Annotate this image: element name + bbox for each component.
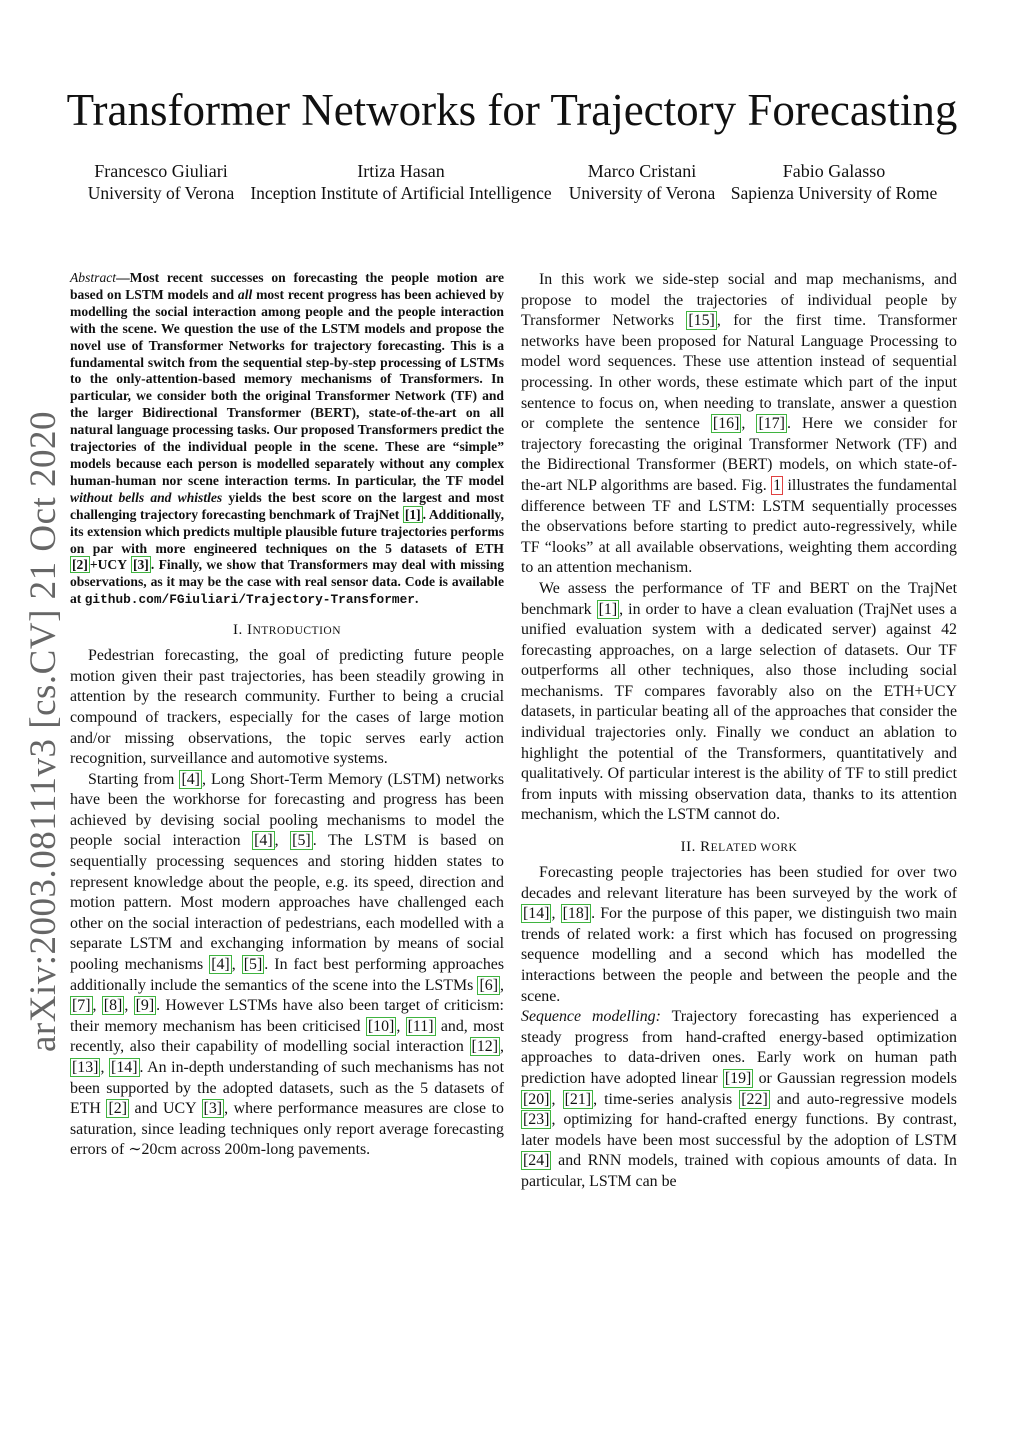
citation-link[interactable]: [20]	[523, 1090, 550, 1108]
author-4	[726, 160, 942, 204]
author-3	[560, 160, 724, 204]
section-numeral: II.	[680, 839, 701, 856]
citation-link[interactable]: [23]	[523, 1111, 550, 1129]
abstract-text: +UCY	[89, 557, 131, 573]
paper-title: Transformer Networks for Trajectory Forecasting	[66, 85, 958, 135]
abstract-text: most recent progress has been achieved by modelling the social interaction among people and the people interaction with the scene. We question the use of the LSTM models and propose the novel use of Transformer Networks for trajectory forecasting. This is a fundamental switch from the sequential step-by-step processing of LSTMs to the only-attention-based memory mechanisms of Transformers. In particular, we consider both the original Transformer Network (TF) and the larger Bidirectional Transformer (BERT), state-of-the-art on all natural language processing tasks. Our proposed Transformers predict the trajectories of the individual people in the scene. These are “simple” models because each person is modelled separately without any complex human-human nor scene interaction terms. In particular, the TF model	[70, 286, 504, 488]
citation-link[interactable]: [16]	[712, 415, 740, 433]
abstract-emphasis: all	[237, 286, 253, 302]
citation-link[interactable]: [4]	[181, 770, 200, 788]
citation-link[interactable]: [4]	[211, 956, 230, 974]
citation-link[interactable]: [21]	[564, 1090, 592, 1108]
author-affiliation: Sapienza University of Rome	[730, 183, 938, 203]
section-title-rest: ELATED WORK	[710, 842, 798, 855]
right-column	[521, 270, 957, 1193]
author-2	[246, 160, 556, 204]
abstract	[70, 270, 504, 609]
paragraph: Sequence modelling: Trajectory forecasting has experienced a steady progress from hand-crafted energy-based optimization approaches to data-driven ones. Early work on human path prediction have adopted linear [19] or Gaussian regression models [20] , [21] , time-series analysis [22] and auto-regressive models [23] , optimizing for hand-crafted energy functions. By contrast, later models have been most successful by the adoption of LSTM [24] and RNN models, trained with copious amounts of data. In particular, LSTM can be	[521, 1008, 957, 1190]
citation-link[interactable]: [3]	[203, 1100, 223, 1118]
citation-link[interactable]: [11]	[407, 1017, 434, 1035]
citation-link[interactable]: [1]	[404, 506, 421, 522]
citation-link[interactable]: [14]	[523, 905, 550, 923]
citation-link[interactable]: [14]	[111, 1059, 138, 1076]
arxiv-stamp: arXiv:2003.08111v3 [cs.CV] 21 Oct 2020	[23, 410, 64, 1052]
abstract-emphasis: without bells and whistles	[70, 489, 223, 505]
abstract-text: . Additionally, its extension which predicts multiple plausible future trajectories performs on par with more engineered techniques on the 5 datasets of ETH	[70, 506, 504, 556]
section-numeral: I.	[232, 622, 247, 639]
section-title-initial: R	[700, 839, 711, 856]
section-heading-related-work	[521, 838, 957, 857]
citation-link[interactable]: [2]	[108, 1100, 127, 1118]
author-affiliation: University of Verona	[87, 183, 235, 203]
author-affiliation: University of Verona	[568, 183, 716, 203]
author-affiliation: Inception Institute of Artificial Intelligence	[250, 183, 552, 203]
abstract-text: . Finally, we show that Transformers may deal with missing observations, as it may be the case with real sensor data. Code is available at	[70, 557, 504, 607]
citation-link[interactable]: [19]	[724, 1069, 752, 1087]
section-title-rest: NTRODUCTION	[252, 625, 342, 638]
citation-link[interactable]: [15]	[688, 312, 715, 330]
author-1	[72, 160, 250, 204]
citation-link[interactable]: [3]	[132, 557, 149, 573]
section-heading-introduction	[70, 621, 504, 640]
code-url[interactable]: github.com/FGiuliari/Trajectory-Transformer	[84, 592, 415, 608]
citation-link[interactable]: [6]	[479, 976, 499, 994]
citation-link[interactable]: [9]	[135, 997, 155, 1015]
citation-link[interactable]: [13]	[72, 1059, 99, 1076]
author-name: Fabio Galasso	[782, 161, 886, 181]
citation-link[interactable]: [4]	[254, 832, 273, 850]
author-name: Marco Cristani	[587, 161, 697, 181]
paragraph: In this work we side-step social and map mechanisms, and propose to model the trajectories of individual people by Transformer Networks [15] , for the first time. Transformer networks have been proposed for Natural Language Processing to model word sequences. These use attention instead of sequential processing. In other words, these estimate which part of the input sentence to focus on, when needing to translate, answer a question or complete the sentence [16] , [17] . Here we consider for trajectory forecasting the original Transformer Network (TF) and the Bidirectional Transformer (BERT) models, on which state-of-the-art NLP algorithms are based. Fig. 1 illustrates the fundamental difference between TF and LSTM: LSTM sequentially processes the observations before starting to predict auto-regressively, while TF “looks” at all available observations, weighting them according to an attention mechanism.	[521, 271, 957, 577]
citation-link[interactable]: [12]	[471, 1038, 499, 1056]
citation-link[interactable]: [10]	[367, 1017, 395, 1035]
left-column	[70, 270, 504, 1161]
citation-link[interactable]: [8]	[103, 997, 123, 1015]
author-name: Francesco Giuliari	[94, 161, 228, 181]
citation-link[interactable]: [7]	[72, 997, 91, 1015]
abstract-text: .	[414, 591, 419, 607]
abstract-text: yields the best score on the largest and most challenging trajectory forecasting benchmark of TrajNet	[70, 489, 504, 522]
abstract-text: —Most recent successes on forecasting the people motion are based on LSTM models and	[70, 270, 504, 302]
citation-link[interactable]: [1]	[598, 600, 618, 618]
author-name: Irtiza Hasan	[357, 161, 445, 181]
citation-link[interactable]: [5]	[243, 956, 263, 974]
citation-link[interactable]: [24]	[523, 1152, 550, 1170]
figure-link[interactable]: 1	[773, 476, 782, 494]
paragraph: Starting from [4] , Long Short-Term Memory (LSTM) networks have been the workhorse for forecasting and progress has been achieved by devising social pooling mechanisms to model the people social interaction [4] , [5] . The LSTM is based on sequentially processing sequences and storing hidden states to represent knowledge about the people, e.g. its speed, direction and motion pattern. Most modern approaches have challenged each other on the social interaction of pedestrians, each modelled with a separate LSTM and exchanging information by means of social pooling mechanisms [4] , [5] . In fact best performing approaches additionally include the semantics of the scene into the LSTMs [6] , [7] , [8] , [9] . However LSTMs have also been target of criticism: their memory mechanism has been criticised [10] , [11] and, most recently, also their capability of modelling social interaction [12] , [13] , [14] . An in-depth understanding of such mechanisms has not been supported by the adopted datasets, such as the 5 datasets of ETH [2] and UCY [3] , where performance measures are close to saturation, since leading techniques only report average forecasting errors of ∼20cm across 200m-long pavements.	[70, 770, 505, 1159]
citation-link[interactable]: [5]	[292, 832, 311, 850]
citation-link[interactable]: [22]	[741, 1090, 768, 1108]
paragraph-heading: Sequence modelling:	[521, 1008, 661, 1026]
section-title-initial: I	[246, 622, 253, 639]
paragraph: We assess the performance of TF and BERT on the TrajNet benchmark [1] , in order to have a clean evaluation (TrajNet uses a unified evaluation system with a dedicated server) against 42 forecasting approaches, on a large selection of datasets. Our TF outperforms all other techniques, also those including social mechanisms. TF compares favorably also on the ETH+UCY datasets, in particular beating all of the approaches that consider the individual trajectories only. Finally we conduct an ablation to highlight the potential of the Transformers, quantitatively and qualitatively. Of particular interest is the ability of TF to still predict from inputs with missing observation data, thanks to its attention mechanism, which the LSTM cannot do.	[521, 579, 957, 824]
abstract-lead: Abstract	[70, 270, 117, 285]
paragraph: Forecasting people trajectories has been studied for over two decades and relevant literature has been surveyed by the work of [14] , [18] . For the purpose of this paper, we distinguish two main trends of related work: a first which has focused on progressing sequence modelling and a second which has modelled the interactions between the people and between the people and the scene.	[521, 864, 957, 1005]
citation-link[interactable]: [2]	[72, 557, 88, 573]
paragraph: Pedestrian forecasting, the goal of predicting future people motion given their past trajectories, has been steadily growing in attention by the research community. Further to being a crucial compound of trackers, especially for the cases of large motion and/or missing observations, the topic serves early action recognition, surveillance and automotive systems.	[70, 647, 504, 768]
citation-link[interactable]: [17]	[758, 415, 785, 433]
citation-link[interactable]: [18]	[562, 905, 590, 923]
